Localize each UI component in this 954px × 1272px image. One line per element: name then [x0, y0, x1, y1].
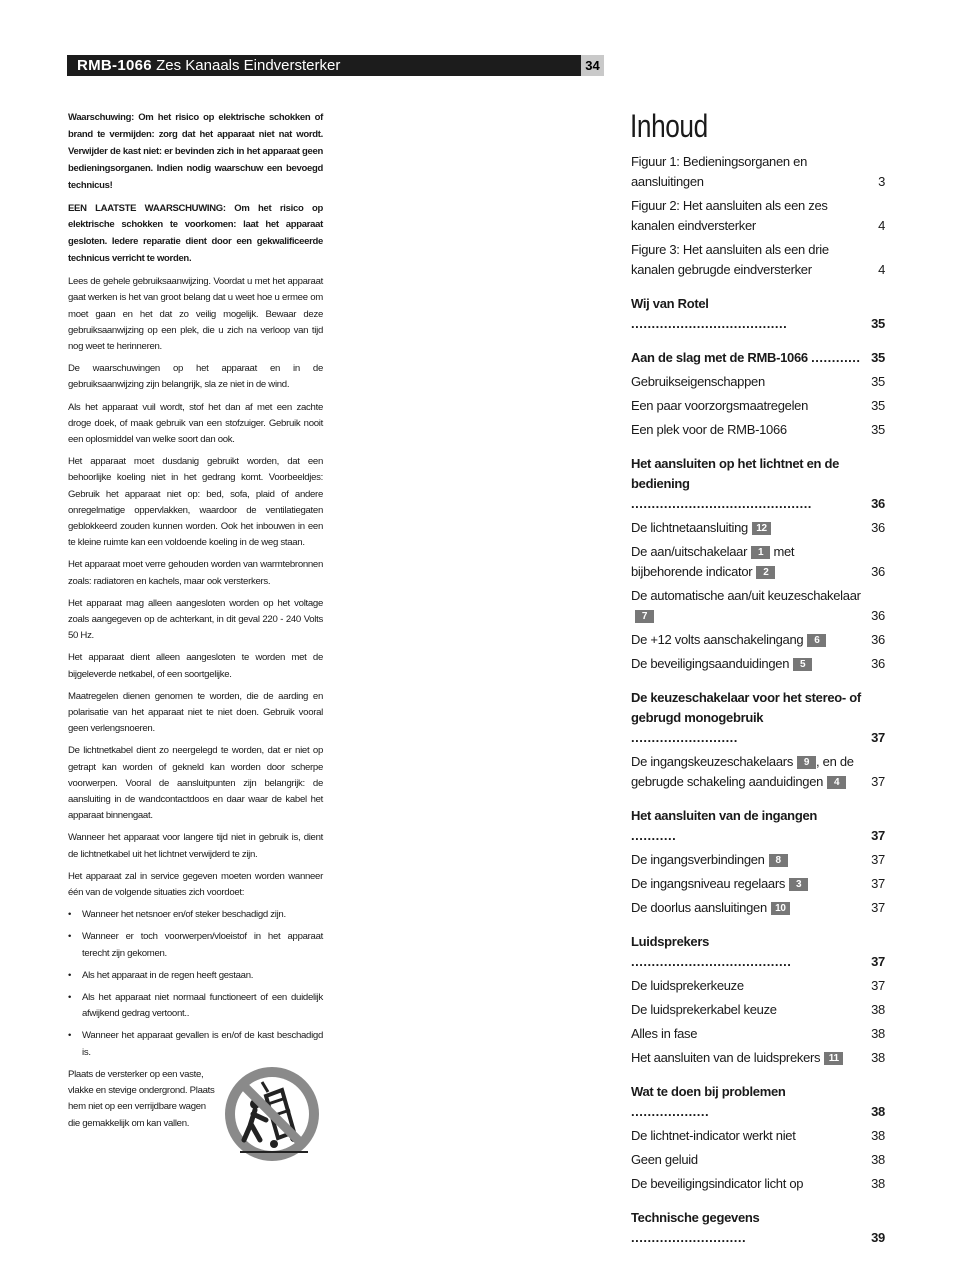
toc-section-luidsprekers[interactable]: Luidsprekers ....................................... 37	[631, 934, 885, 969]
toc-entry[interactable]: Het aansluiten van de luidsprekers 11 38	[631, 1050, 885, 1065]
toc-title: Inhoud	[630, 108, 708, 144]
toc-entry[interactable]: De beveiligingsindicator licht op 38	[631, 1176, 885, 1191]
toc-entry[interactable]: De ingangskeuzeschakelaars 9 , en de gebrugde schakeling aanduidingen 4 37	[631, 754, 885, 789]
toc-entry[interactable]: De +12 volts aanschakelingang 6 36	[631, 632, 885, 647]
toc-entry[interactable]: Gebruikseigenschappen 35	[631, 374, 885, 389]
toc-section-lichtnet[interactable]: Het aansluiten op het lichtnet en de bediening ............................................ 36	[631, 456, 885, 511]
toc-entry[interactable]: De doorlus aansluitingen 10 37	[631, 900, 885, 915]
header-subtitle: Zes Kanaals Eindversterker	[156, 57, 341, 74]
model-name: RMB-1066	[77, 57, 152, 74]
paragraph: Wanneer het apparaat voor langere tijd niet in gebruik is, dient de lichtnetkabel uit het lichtnet verwijderd te zijn.	[68, 832, 323, 860]
paragraph: Het apparaat dient alleen aangesloten te worden met de bijgeleverde netkabel, of een soortgelijke.	[68, 652, 323, 680]
toc-figure-entry[interactable]: Figure 3: Het aansluiten als een drie kanalen gebrugde eindversterker 4	[631, 242, 885, 277]
callout-badge: 4	[827, 776, 846, 789]
paragraph: Het apparaat moet dusdanig gebruikt worden, dat een behoorlijke koeling niet in het gedrang komt. Voorbeeldjes: Gebruik het apparaat niet op: bed, sofa, plaid of andere onregelmatige oppervlakken, waardoor de ventilatiegaten geblokkeerd zouden kunnen worden. Ook het inbouwen in een te kleine ruimte kan een voldoende koeling in de weg staan.	[68, 456, 323, 549]
paragraph: Als het apparaat vuil wordt, stof het dan af met een zachte droge doek, of maak gebruik van een stofzuiger. Gebruik nooit een oplosmiddel van welke soort dan ook.	[68, 401, 323, 445]
toc-section-problemen[interactable]: Wat te doen bij problemen ................... 38	[631, 1084, 885, 1119]
paragraph: Het apparaat moet verre gehouden worden van warmtebronnen zoals: radiatoren en kachels, maar ook versterkers.	[68, 559, 323, 587]
page-header	[67, 55, 581, 76]
toc-figure-entry[interactable]: Figuur 2: Het aansluiten als een zes kanalen eindversterker 4	[631, 198, 885, 233]
callout-badge: 12	[752, 522, 771, 535]
callout-badge: 5	[793, 658, 812, 671]
toc-section-ingangen[interactable]: Het aansluiten van de ingangen ........... 37	[631, 808, 885, 843]
callout-badge: 1	[751, 546, 770, 559]
list-item: • Wanneer het netsnoer en/of steker beschadigd zijn.	[68, 907, 323, 923]
toc-entry[interactable]: Een paar voorzorgsmaatregelen 35	[631, 398, 885, 413]
paragraph: Maatregelen dienen genomen te worden, die de aarding en polarisatie van het apparaat niet te niet doen. Gebruik vooral geen verlengsnoeren.	[68, 690, 323, 735]
toc-section-technische-gegevens[interactable]: Technische gegevens ............................ 39	[631, 1210, 885, 1245]
cart-warning	[68, 1067, 323, 1132]
warning-text: Waarschuwing: Om het risico op elektrische schokken of brand te vermijden: zorg dat het apparaat niet nat wordt. Verwijder de kast niet: er bevinden zich in het apparaat geen bedieningsorganen. Indien nodig waarschuw een bevoegd technicus!	[68, 112, 323, 191]
cart-warning-text: Plaats de versterker op een vaste, vlakke en stevige ondergrond. Plaats hem niet op een verrijdbare wagen die gemakkelijk om kan vallen.	[68, 1068, 215, 1129]
toc-entry[interactable]: Alles in fase 38	[631, 1026, 885, 1041]
toc-entry[interactable]: De aan/uitschakelaar 1 met bijbehorende indicator 2 36	[631, 544, 885, 579]
paragraph: De lichtnetkabel dient zo neergelegd te worden, dat er niet op getrapt kan worden of gekneld kan worden door scherpe voorwerpen. Vooral de aansluitpunten zijn belangrijk: de aansluiting in de wandcontactdoos en daar waar de kabel het apparaat binnengaat.	[68, 745, 323, 822]
callout-badge: 8	[769, 854, 788, 867]
toc-entry[interactable]: De ingangsniveau regelaars 3 37	[631, 876, 885, 891]
list-item: • Wanneer het apparaat gevallen is en/of de kast beschadigd is.	[68, 1028, 323, 1060]
toc-entry[interactable]: De luidsprekerkabel keuze 38	[631, 1002, 885, 1017]
toc-entry[interactable]: Geen geluid 38	[631, 1152, 885, 1167]
callout-badge: 7	[635, 610, 654, 623]
toc-entry[interactable]: De beveiligingsaanduidingen 5 36	[631, 656, 885, 671]
toc-entry[interactable]: De lichtnet-indicator werkt niet 38	[631, 1128, 885, 1143]
no-cart-icon	[222, 1064, 322, 1164]
callout-badge: 10	[771, 902, 790, 915]
safety-column	[68, 110, 323, 1138]
callout-badge: 2	[756, 566, 775, 579]
toc-section-keuzeschakelaar[interactable]: De keuzeschakelaar voor het stereo- of gebrugd monogebruik .......................... 37	[631, 690, 885, 745]
paragraph: De waarschuwingen op het apparaat en in de gebruiksaanwijzing zijn belangrijk, sla ze niet in de wind.	[68, 363, 323, 391]
toc-entry[interactable]: De luidsprekerkeuze 37	[631, 978, 885, 993]
toc-figure-entry[interactable]: Figuur 1: Bedieningsorganen en aansluitingen 3	[631, 154, 885, 189]
callout-badge: 9	[797, 756, 816, 769]
toc-entry[interactable]: De lichtnetaansluiting 12 36	[631, 520, 885, 535]
list-item: • Wanneer er toch voorwerpen/vloeistof in het apparaat terecht zijn gekomen.	[68, 929, 323, 961]
toc-section-aan-de-slag[interactable]: Aan de slag met de RMB-1066 ............ 35	[631, 350, 885, 365]
page-number: 34	[581, 55, 604, 76]
toc-entry[interactable]: De automatische aan/uit keuzeschakelaar7 36	[631, 588, 885, 623]
toc-entry[interactable]: De ingangsverbindingen 8 37	[631, 852, 885, 867]
table-of-contents	[631, 104, 885, 1252]
service-list	[68, 907, 323, 1061]
callout-badge: 11	[824, 1052, 843, 1065]
paragraph: Het apparaat mag alleen aangesloten worden op het voltage zoals aangegeven op de achterkant, in dit geval 220 - 240 Volts 50 Hz.	[68, 597, 323, 642]
callout-badge: 3	[789, 878, 808, 891]
list-item: • Als het apparaat niet normaal functioneert of een duidelijk afwijkend gedrag vertoont..	[68, 990, 323, 1022]
paragraph: Het apparaat zal in service gegeven moeten worden wanneer één van de volgende situaties zich voordoet:	[68, 870, 323, 899]
toc-entry[interactable]: Een plek voor de RMB-1066 35	[631, 422, 885, 437]
paragraph: Lees de gehele gebruiksaanwijzing. Voordat u met het apparaat gaat werken is het van groot belang dat u weet hoe u ermee om moet gaan en het dat zo veilig mogelijk. Bewaar deze gebruiksaanwijzing op een plek, die u zich na verloop van tijd nog weet te herinneren.	[68, 276, 323, 352]
final-warning-text: EEN LAATSTE WAARSCHUWING: Om het risico op elektrische schokken te voorkomen: laat het apparaat gesloten. Iedere reparatie dient door een gekwalificeerde technicus verricht te worden.	[68, 202, 323, 265]
toc-section-wij-van-rotel[interactable]: Wij van Rotel ...................................... 35	[631, 296, 885, 331]
list-item: • Als het apparaat in de regen heeft gestaan.	[68, 968, 323, 984]
callout-badge: 6	[807, 634, 826, 647]
